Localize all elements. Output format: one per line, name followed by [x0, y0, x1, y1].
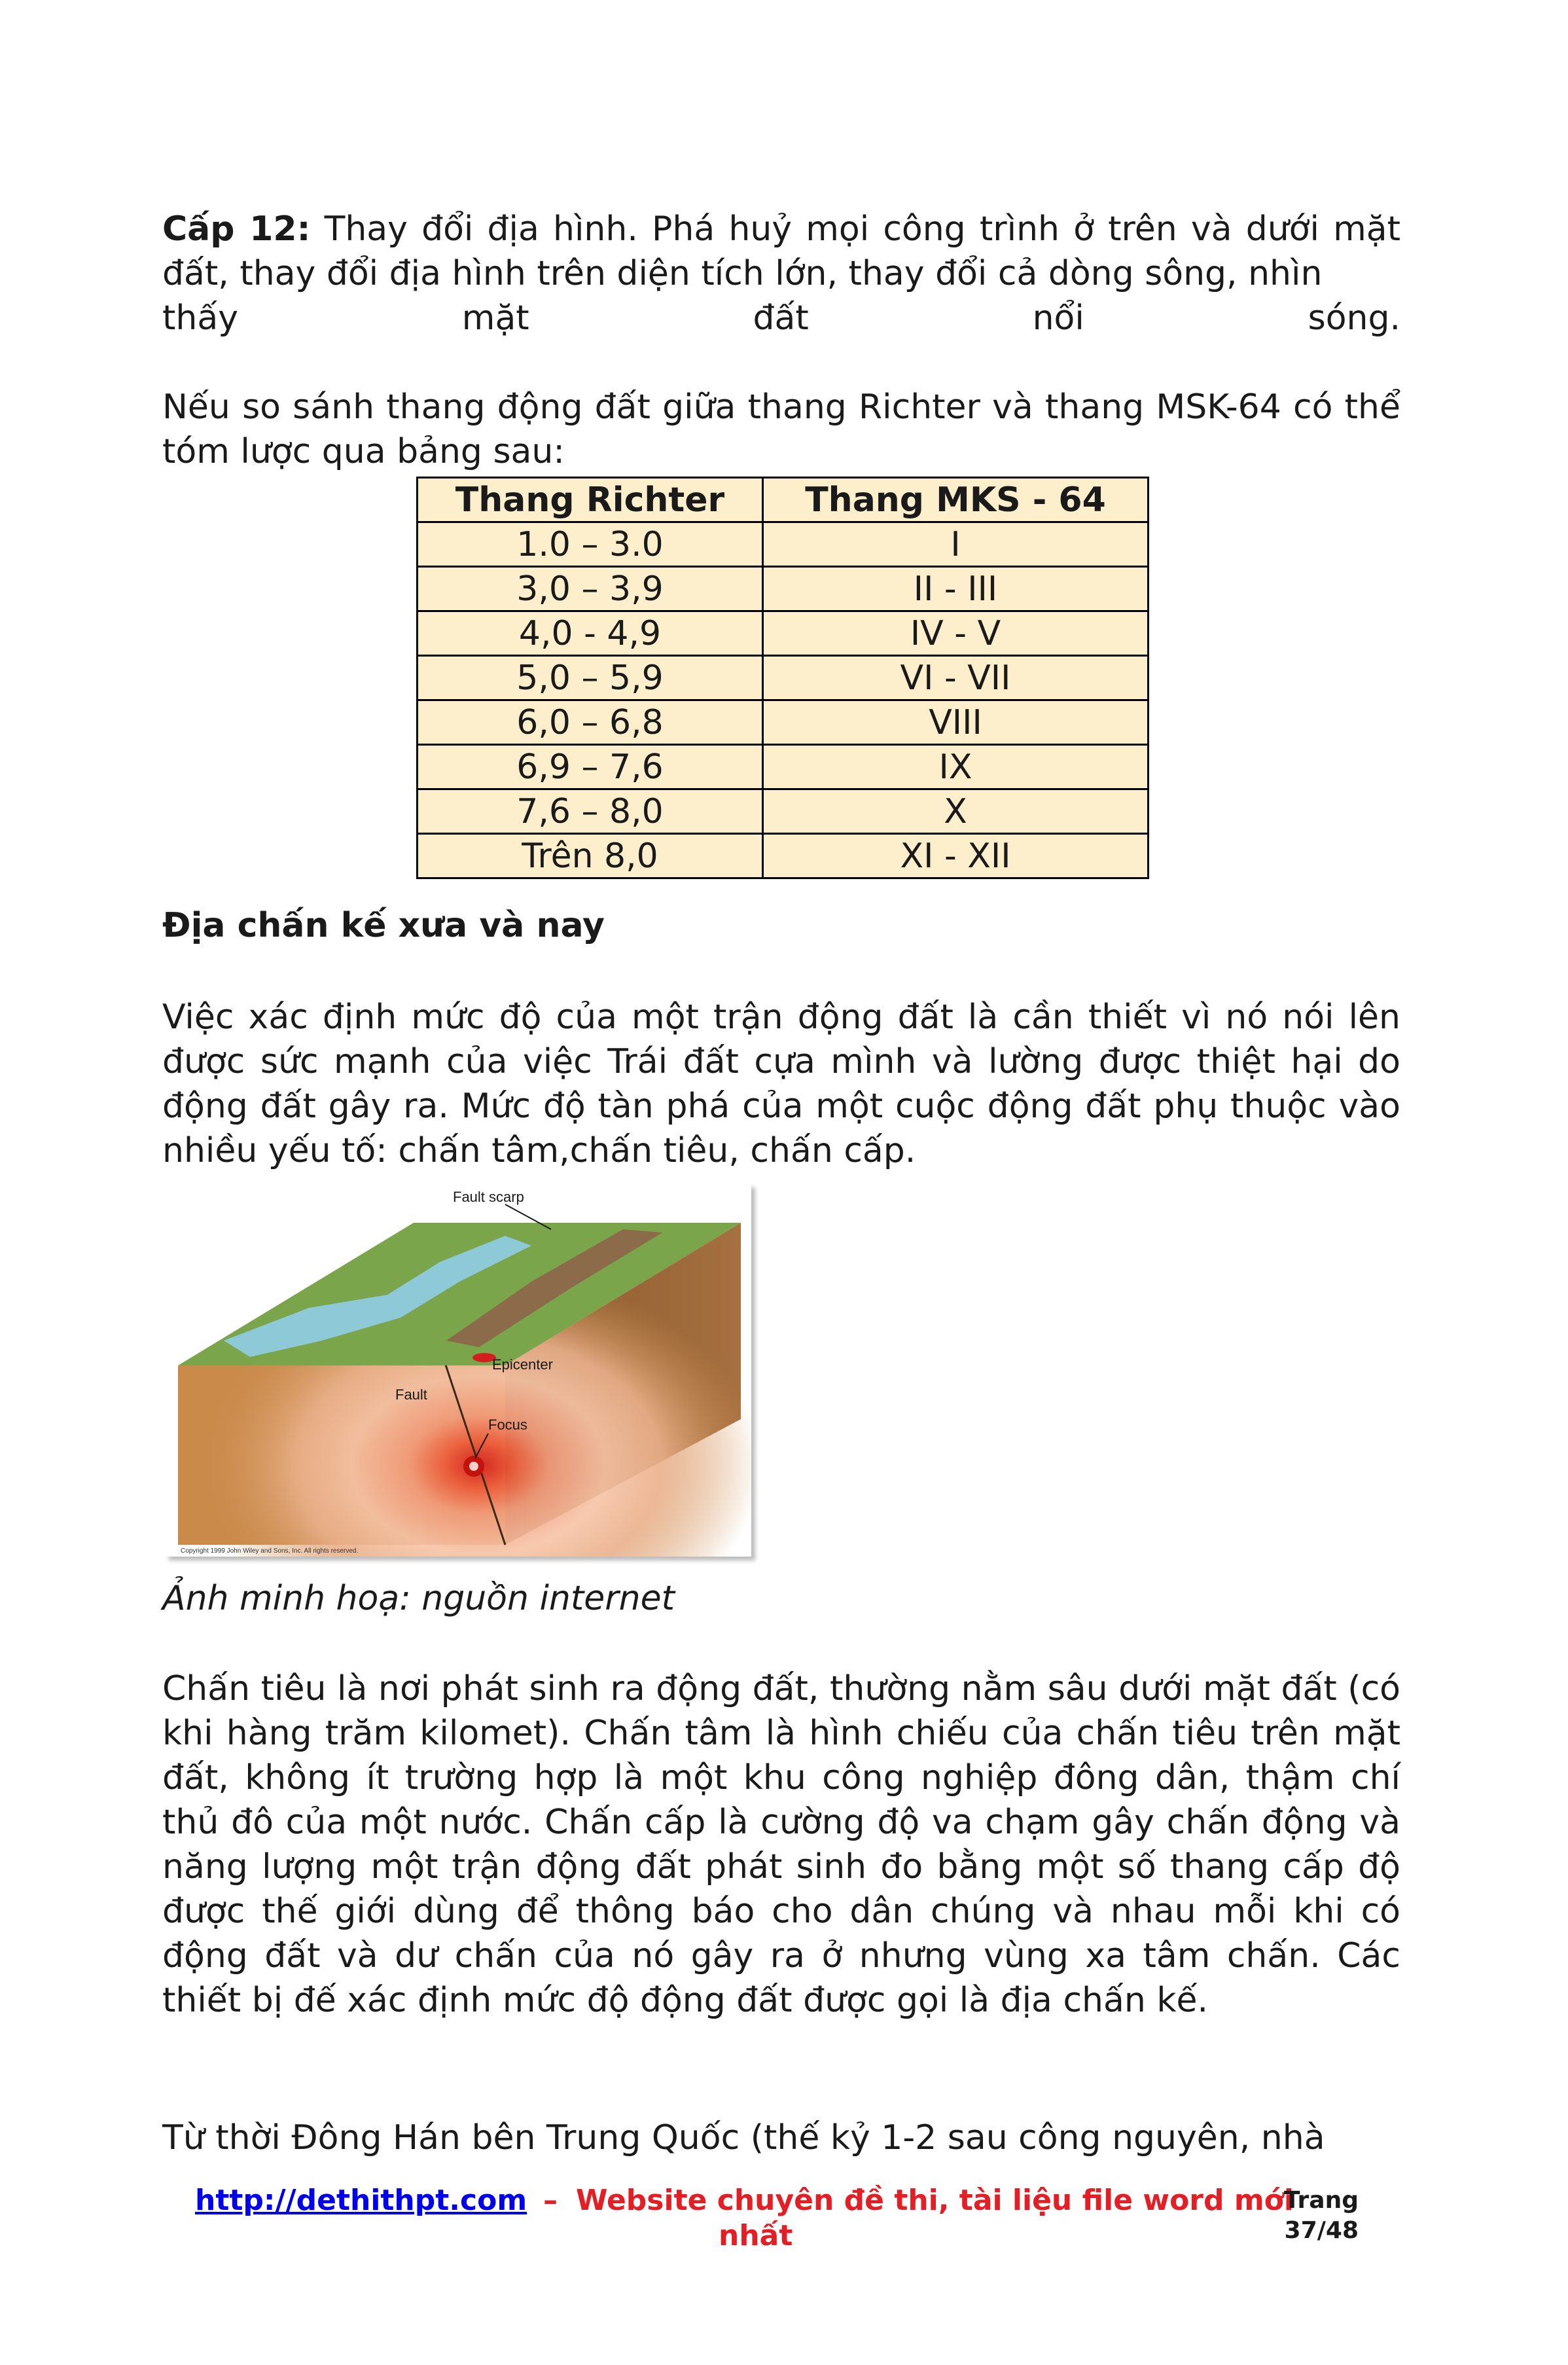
table-row: [418, 789, 1149, 834]
richter-cell: 6,0 – 6,8: [418, 700, 763, 745]
mks-cell: VI - VII: [763, 656, 1149, 700]
label-focus: Focus: [488, 1417, 527, 1433]
mks-cell: I: [763, 522, 1149, 567]
table-row: [418, 656, 1149, 700]
table-row: [418, 611, 1149, 656]
table-row: [418, 745, 1149, 789]
paragraph-measurement: Việc xác định mức độ của một trận động đất là cần thiết vì nó nói lên được sức mạnh của việc Trái đất cựa mình và lường được thiệt hại do động đất gây ra. Mức độ tàn phá của một cuộc động đất phụ thuộc vào nhiều yếu tố: chấn tâm,chấn tiêu, chấn cấp.: [162, 998, 1400, 1170]
earthquake-illustration: [165, 1183, 751, 1557]
richter-cell: 1.0 – 3.0: [418, 522, 763, 567]
mks-cell: IV - V: [763, 611, 1149, 656]
label-fault: Fault: [395, 1386, 427, 1403]
earthquake-diagram: [165, 1183, 751, 1557]
column-header-mks: Thang MKS - 64: [763, 478, 1149, 522]
paragraph-dong-han: Từ thời Đông Hán bên Trung Quốc (thế kỷ 1-2 sau công nguyên, nhà: [162, 2118, 1325, 2157]
footer-tagline-continued: nhất: [719, 2219, 793, 2252]
footer-dash: –: [543, 2184, 558, 2217]
scale-comparison-table: [416, 477, 1149, 879]
mks-cell: VIII: [763, 700, 1149, 745]
page-number: 37/48: [1284, 2217, 1359, 2244]
table-row: [418, 700, 1149, 745]
richter-cell: 3,0 – 3,9: [418, 567, 763, 611]
paragraph-cap-12-last-line: thấy mặt đất nổi sóng.: [162, 298, 1400, 338]
mks-cell: II - III: [763, 567, 1149, 611]
level-label: Cấp 12:: [162, 209, 311, 249]
section-heading: Địa chấn kế xưa và nay: [162, 906, 605, 945]
richter-cell: 6,9 – 7,6: [418, 745, 763, 789]
paragraph-comparison-intro: Nếu so sánh thang động đất giữa thang Richter và thang MSK-64 có thể tóm lược qua bảng sau:: [162, 388, 1400, 471]
footer-website-link[interactable]: http://dethithpt.com: [195, 2184, 527, 2217]
mks-cell: IX: [763, 745, 1149, 789]
table-header-row: [418, 478, 1149, 522]
label-epicenter: Epicenter: [492, 1356, 553, 1373]
paragraph-focus-definition: Chấn tiêu là nơi phát sinh ra động đất, thường nằm sâu dưới mặt đất (có khi hàng trăm kilomet). Chấn tâm là hình chiếu của chấn tiêu trên mặt đất, không ít trường hợp là một khu công nghiệp đông dân, thậm chí thủ đô của một nước. Chấn cấp là cường độ va chạm gây chấn động và năng lượng một trận động đất phát sinh đo bằng một số thang cấp độ được thế giới dùng để thông báo cho dân chúng và nhau mỗi khi có động đất và dư chấn của nó gây ra ở nhưng vùng xa tâm chấn. Các thiết bị đế xác định mức độ động đất được gọi là địa chấn kế.: [162, 1669, 1400, 2020]
richter-cell: 7,6 – 8,0: [418, 789, 763, 834]
paragraph-cap-12: [162, 207, 1400, 296]
table-row: [418, 834, 1149, 878]
table-row: [418, 522, 1149, 567]
richter-cell: 4,0 - 4,9: [418, 611, 763, 656]
focus-center: [469, 1462, 478, 1471]
figure-caption: Ảnh minh hoạ: nguồn internet: [162, 1579, 675, 1618]
mks-cell: XI - XII: [763, 834, 1149, 878]
column-header-richter: Thang Richter: [418, 478, 763, 522]
level-description: Thay đổi địa hình. Phá huỷ mọi công trình ở trên và dưới mặt đất, thay đổi địa hình trên diện tích lớn, thay đổi cả dòng sông, nhìn: [162, 209, 1400, 293]
footer-tagline: Website chuyên đề thi, tài liệu file word mới: [576, 2184, 1294, 2217]
richter-cell: 5,0 – 5,9: [418, 656, 763, 700]
label-fault-scarp: Fault scarp: [453, 1189, 524, 1205]
figure-copyright: Copyright 1999 John Wiley and Sons, Inc. All rights reserved.: [181, 1547, 359, 1555]
page-label: Trang: [1283, 2187, 1359, 2214]
richter-cell: Trên 8,0: [418, 834, 763, 878]
table-row: [418, 567, 1149, 611]
mks-cell: X: [763, 789, 1149, 834]
